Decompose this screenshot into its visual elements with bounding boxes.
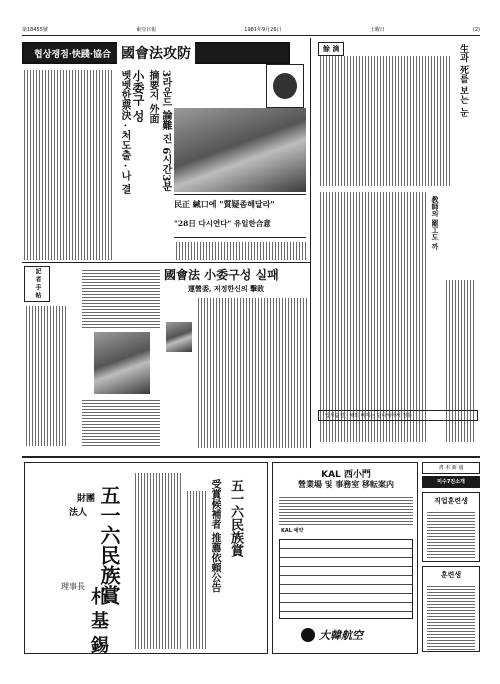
kal-logo-icon — [301, 628, 315, 642]
second-headline: 國會法 小委구성 실패 — [164, 268, 279, 282]
kal-logo-text: 大韓航空 — [319, 629, 363, 642]
kal-subtitle: 營業場 및 事務室 移転案内 — [297, 479, 395, 489]
column-title: 生과 死를 보는 눈 — [458, 44, 468, 117]
sidebar-body-left — [24, 306, 68, 446]
kal-phone-label: KAL 예약 — [281, 528, 304, 534]
column-body-top — [318, 56, 452, 186]
lead-subheadline: 小委구 성 — [131, 70, 145, 123]
kal-logo — [301, 625, 411, 645]
award-name-vertical: 五一六民族賞 — [97, 485, 121, 605]
lead-deck-block — [174, 194, 306, 238]
sidebar-label-box — [24, 266, 50, 302]
side-ad-3 — [422, 566, 480, 652]
award-chairman: 朴 基 錫 — [88, 587, 109, 654]
award-headline-1: 五一六民族賞 — [228, 479, 243, 557]
award-notice — [24, 462, 268, 654]
side-ads — [422, 462, 480, 654]
lead-body-right — [174, 242, 306, 260]
lead-subheadline: 3라운드 論難 진 6시간3분 — [160, 70, 171, 192]
award-list — [133, 473, 183, 649]
issue-weekday: 土曜日 — [369, 27, 385, 33]
side-ad-2 — [422, 492, 480, 562]
lead-story — [22, 38, 308, 260]
award-headline-2: 受賞候補者 推薦依頼公告 — [209, 479, 220, 593]
divider — [22, 456, 480, 458]
lead-banner-title: 國會法攻防 — [117, 42, 195, 64]
side-ad-phone: 미수7진소개 — [422, 476, 480, 488]
second-subheadline: 運營委, 저정한신의 擊敗 — [188, 284, 265, 293]
kal-body — [279, 495, 413, 525]
award-org-line2: 法人 — [69, 508, 88, 518]
lead-kicker: 협상쟁점·快踐·協合 — [34, 49, 112, 60]
emblem-icon — [266, 64, 304, 108]
column-subhead: 教師의 罷工도 까 — [431, 196, 440, 250]
lead-subheadline: 벳벳한票決 · 처도출 · 나 결 — [119, 70, 130, 195]
award-org-line1: 財團 — [77, 494, 96, 504]
issue-number: 第18455號 — [22, 27, 48, 33]
lead-body-left — [22, 70, 112, 260]
sidebar-portrait — [94, 332, 150, 394]
issue-date: 1981年9月26日 — [244, 27, 282, 33]
paper-name: 東亞日報 — [136, 27, 157, 33]
sidebar-label: 記 者 手 帖 — [34, 268, 41, 299]
second-portrait — [166, 322, 192, 352]
side-ad-2-body — [427, 510, 475, 560]
column-body-bottom — [318, 192, 426, 442]
page-number: (2) — [472, 26, 480, 33]
award-role: 理事長 — [61, 582, 85, 591]
sidebar-notes — [22, 264, 162, 450]
lead-deck-1: 民正 緘口에 "質疑좀해달라" — [174, 199, 275, 209]
side-ad-3-body — [427, 584, 475, 650]
kal-office-table — [279, 539, 413, 619]
lead-subheadline: 摘要지 外面 — [147, 70, 158, 124]
small-caption: 「입식숨결」해의 빠져는 담나체아서 정통 — [318, 410, 478, 421]
lead-deck-2: "28日 다시연다" 유일한合意 — [174, 219, 271, 228]
kal-notice — [272, 462, 418, 654]
kal-title: KAL 西小門 — [321, 470, 371, 480]
side-ad-3-title: 훈련생 — [440, 570, 462, 579]
column-label: 餘 滴 — [318, 42, 344, 56]
side-ad-top: 書 本 新 通 — [422, 462, 480, 474]
sidebar-body-lower — [82, 398, 160, 446]
page-header — [22, 24, 480, 36]
side-ad-2-title: 직업훈련생 — [434, 496, 468, 505]
divider — [22, 262, 310, 263]
lead-subheadlines — [116, 70, 170, 220]
lead-banner — [22, 42, 290, 64]
middle-strip — [232, 330, 308, 420]
column-right — [314, 40, 480, 450]
lead-photo — [174, 108, 306, 192]
award-body — [185, 491, 207, 649]
divider — [310, 38, 311, 448]
sidebar-body-right — [82, 268, 160, 328]
